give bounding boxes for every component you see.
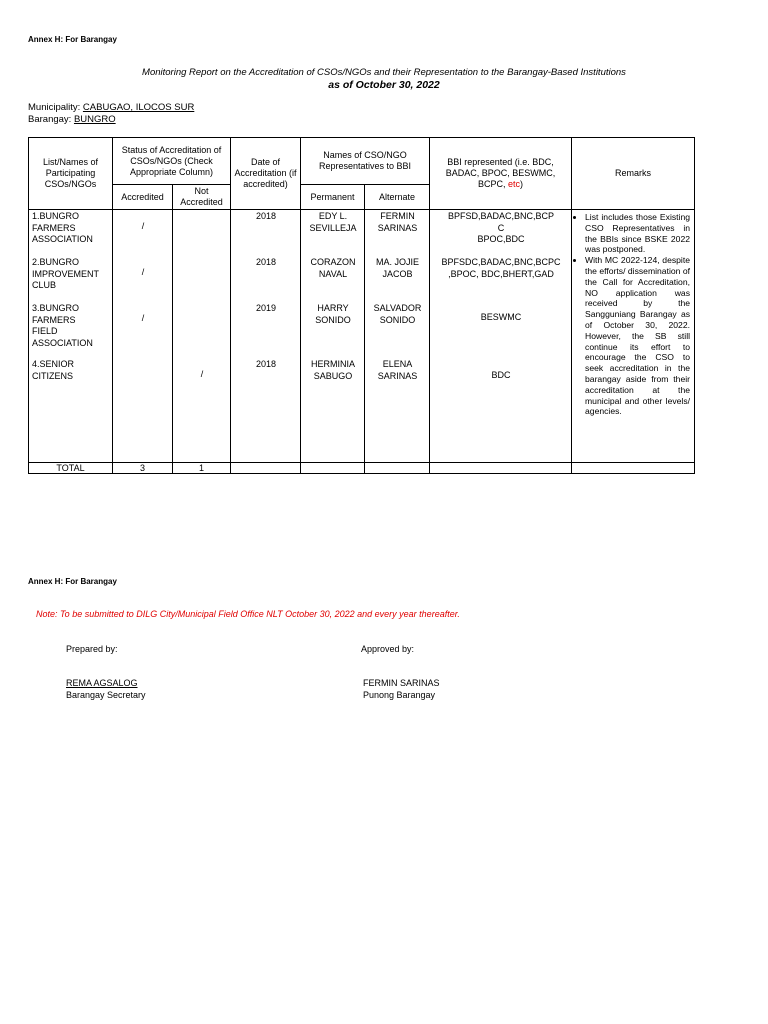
header-accredited: Accredited [113, 185, 173, 210]
municipality-label: Municipality: [28, 102, 81, 113]
prepared-position: Barangay Secretary [66, 690, 146, 700]
header-permanent: Permanent [301, 185, 365, 210]
remarks-list [576, 212, 690, 417]
approved-signatory [363, 677, 440, 701]
alternate-representative: ELENA SARINAS [377, 359, 418, 381]
cso-name: 3.BUNGRO FARMERS FIELD ASSOCIATION [32, 303, 93, 348]
accreditation-date: 2019 [255, 303, 277, 313]
bbi-represented: BESWMC [480, 312, 522, 322]
bbi-represented: BDC [491, 370, 511, 380]
total-accredited: 3 [113, 463, 173, 474]
location-info [28, 102, 194, 126]
approved-name: FERMIN SARINAS [363, 678, 440, 688]
permanent-representative: CORAZON NAVAL [310, 257, 356, 279]
header-list-names: List/Names of Participating CSOs/NGOs [29, 138, 113, 210]
column-alternate [365, 210, 430, 463]
accredited-mark: / [141, 221, 145, 231]
permanent-representative: HARRY SONIDO [315, 303, 351, 325]
header-alternate: Alternate [365, 185, 430, 210]
permanent-representative: EDY L. SEVILLEJA [309, 211, 357, 233]
report-title [0, 67, 768, 91]
total-not-accredited: 1 [173, 463, 231, 474]
bbi-represented: BPFSD,BADAC,BNC,BCP C BPOC,BDC [448, 211, 555, 244]
annex-label-top: Annex H: For Barangay [28, 35, 117, 44]
header-bbi: BBI represented (i.e. BDC, BADAC, BPOC, BESWMC, BCPC, etc) [430, 138, 572, 210]
column-permanent [301, 210, 365, 463]
total-label: TOTAL [29, 463, 113, 474]
column-names [29, 210, 113, 463]
header-date: Date of Accreditation (if accredited) [231, 138, 301, 210]
accreditation-date: 2018 [255, 359, 277, 369]
barangay-label: Barangay: [28, 114, 72, 125]
permanent-representative: HERMINIA SABUGO [310, 359, 355, 381]
cso-name: 4.SENIOR CITIZENS [32, 359, 75, 381]
approved-label: Approved by: [361, 644, 415, 654]
barangay-value: BUNGRO [73, 114, 116, 125]
header-bbi-etc: etc [508, 179, 521, 189]
column-not-accredited [173, 210, 231, 463]
column-bbi [430, 210, 572, 463]
not-accredited-mark: / [200, 369, 204, 379]
remarks-cell [572, 210, 695, 463]
header-names-representatives: Names of CSO/NGO Representatives to BBI [301, 138, 430, 185]
title-line-2: as of October 30, 2022 [328, 79, 440, 91]
prepared-label: Prepared by: [66, 644, 118, 654]
alternate-representative: SALVADOR SONIDO [373, 303, 422, 325]
prepared-name: REMA AGSALOG [66, 678, 138, 688]
approved-position: Punong Barangay [363, 690, 436, 700]
submission-note: Note: To be submitted to DILG City/Municipal Field Office NLT October 30, 2022 and every year thereafter. [36, 609, 460, 619]
alternate-representative: MA. JOJIE JACOB [376, 257, 420, 279]
header-status: Status of Accreditation of CSOs/NGOs (Check Appropriate Column) [113, 138, 231, 185]
remark-item: • List includes those Existing CSO Representatives in the BBIs since BSKE 2022 was postponed. [585, 212, 690, 255]
accreditation-date: 2018 [255, 211, 277, 221]
column-date [231, 210, 301, 463]
header-not-accredited: Not Accredited [173, 185, 231, 210]
alternate-representative: FERMIN SARINAS [377, 211, 418, 233]
cso-name: 2.BUNGRO IMPROVEMENT CLUB [32, 257, 100, 290]
column-accredited [113, 210, 173, 463]
accreditation-date: 2018 [255, 257, 277, 267]
header-remarks: Remarks [572, 138, 695, 210]
municipality-value: CABUGAO, ILOCOS SUR [82, 102, 195, 113]
accreditation-table [28, 137, 695, 474]
cso-name: 1.BUNGRO FARMERS ASSOCIATION [32, 211, 93, 244]
annex-label-bottom: Annex H: For Barangay [28, 577, 117, 586]
remark-item: • With MC 2022-124, despite the efforts/ dissemination of the Call for Accreditation, NO application was received by the Sangguniang Barangay as of October 30, 2022. However, the SB still continue its effort to encourage the CSO to seek accreditation in the barangay aside from their accreditation at the municipal and other levels/ agencies. [585, 255, 690, 417]
bbi-represented: BPFSDC,BADAC,BNC,BCPC ,BPOC, BDC,BHERT,GAD [441, 257, 561, 279]
prepared-signatory [66, 677, 146, 701]
title-line-1: Monitoring Report on the Accreditation of CSOs/NGOs and their Representation to the Barangay-Based Institutions [142, 67, 626, 78]
accredited-mark: / [141, 313, 145, 323]
accredited-mark: / [141, 267, 145, 277]
